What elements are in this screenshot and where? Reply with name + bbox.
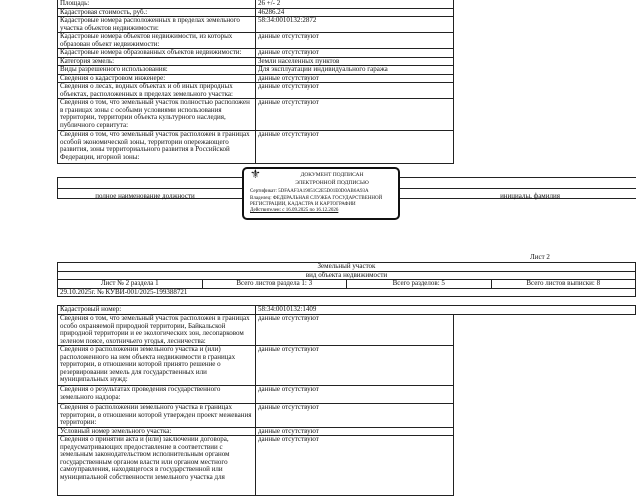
name-label: инициалы, фамилия	[500, 192, 560, 200]
field-value: данные отсутствуют	[256, 427, 454, 436]
table-row	[58, 8, 454, 17]
field-value: данные отсутствуют	[256, 346, 454, 386]
field-value: данные отсутствуют	[256, 131, 454, 164]
cadastral-label: Кадастровый номер:	[58, 306, 256, 315]
sheet1-table	[57, 0, 454, 164]
cadastral-value: 58:34:0010132:1409	[256, 306, 636, 315]
object-type: Земельный участок	[58, 263, 636, 272]
field-label: Сведения о результатах проведения государственного земельного надзора:	[58, 386, 256, 404]
field-value: Земли населенных пунктов	[256, 57, 454, 66]
table-row	[58, 436, 454, 496]
sheet2-table	[57, 314, 454, 496]
info-sheet: Лист № 2 раздела 1	[58, 280, 203, 289]
stamp-title: ДОКУМЕНТ ПОДПИСАН	[300, 172, 364, 178]
field-label: Сведения о том, что земельный участок расположен в границах особой экономической зоны, территории опережающего развития, зоны территориального развития в Российской Федерации, игорной зоны:	[58, 131, 256, 164]
field-label: Сведения о принятии акта и (или) заключении договора, предусматривающих предоставление в соответствии с земельным законодательством исполнительным органом государственным органом власти или органом местного самоуправления, находящегося в государственной или муниципальной собственности земельного участка для	[58, 436, 256, 496]
field-value: Для эксплуатации индивидуального гаража	[256, 66, 454, 75]
field-value: данные отсутствуют	[256, 33, 454, 49]
field-label: Кадастровая стоимость, руб.:	[58, 8, 256, 17]
object-type-caption: вид объекта недвижимости	[58, 271, 636, 280]
field-label: Кадастровые номера расположенных в пределах земельного участка объектов недвижимости:	[58, 17, 256, 33]
table-row	[58, 66, 454, 75]
table-row	[58, 57, 454, 66]
info-sheets-section: Всего листов раздела 1: 3	[202, 280, 347, 289]
position-label: полное наименование должности	[95, 192, 195, 200]
table-row	[58, 427, 454, 436]
table-row	[58, 404, 454, 428]
table-row	[58, 0, 454, 8]
field-label: Сведения о том, что земельный участок расположен в границах особо охраняемой природной территории, Байкальской природной территории и ее экологических зон, лесопарковом зеленом поясе, охотничьего угодья, лесничества:	[58, 315, 256, 346]
sheet2-header	[57, 262, 636, 297]
field-label: Площадь:	[58, 0, 256, 8]
stamp-owner: Владелец: ФЕДЕРАЛЬНАЯ СЛУЖБА ГОСУДАРСТВЕННОЙ	[250, 196, 383, 201]
field-value: 58:34:0010132:2872	[256, 17, 454, 33]
sheet-label: Лист 2	[530, 253, 550, 261]
table-row	[58, 17, 454, 33]
field-value: данные отсутствуют	[256, 99, 454, 131]
field-value: данные отсутствуют	[256, 74, 454, 83]
table-row	[58, 99, 454, 131]
field-label: Сведения о том, что земельный участок полностью расположен в границах зоны с особыми условиями использования территории, территории объекта культурного наследия, публичного сервитута:	[58, 99, 256, 131]
stamp-subtitle: ЭЛЕКТРОННОЙ ПОДПИСЬЮ	[295, 180, 369, 186]
table-row	[58, 131, 454, 164]
field-label: Сведения о лесах, водных объектах и об иных природных объектах, расположенных в пределах земельного участка:	[58, 83, 256, 99]
field-value: данные отсутствуют	[256, 386, 454, 404]
electronic-signature-stamp	[242, 167, 400, 220]
table-row	[58, 386, 454, 404]
field-value: данные отсутствуют	[256, 315, 454, 346]
field-label: Сведения о расположении земельного участка и (или) расположенного на нем объекта недвижимости в границах территории, в отношении которой принято решение о резервировании земель для государственных или муниципальных нужд:	[58, 346, 256, 386]
field-label: Кадастровые номера объектов недвижимости, из которых образован объект недвижимости:	[58, 33, 256, 49]
emblem-icon: ⚜	[250, 167, 261, 181]
stamp-owner-2: РЕГИСТРАЦИИ, КАДАСТРА И КАРТОГРАФИИ	[250, 202, 356, 207]
field-value: данные отсутствуют	[256, 83, 454, 99]
table-row	[58, 83, 454, 99]
field-value: данные отсутствуют	[256, 404, 454, 428]
field-label: Виды разрешенного использования:	[58, 66, 256, 75]
field-label: Сведения о кадастровом инженере:	[58, 74, 256, 83]
info-sections: Всего разделов: 5	[347, 280, 492, 289]
field-label: Условный номер земельного участка:	[58, 427, 256, 436]
table-row	[58, 33, 454, 49]
field-label: Кадастровые номера образованных объектов недвижимости:	[58, 49, 256, 58]
doc-number: 29.10.2025г. № КУВИ-001/2025-199388721	[58, 288, 636, 297]
field-value: данные отсутствуют	[256, 436, 454, 496]
stamp-certificate: Сертификат: 5DFAAF3A19051C2E5D01E0D0AB6A93A	[250, 189, 369, 194]
table-row	[58, 49, 454, 58]
stamp-validity: Действителен: с 16.09.2025 по 16.12.2026	[250, 208, 339, 213]
table-row	[58, 74, 454, 83]
field-value: 26 +/- 2	[256, 0, 454, 8]
field-label: Категория земель:	[58, 57, 256, 66]
field-value: 46286.24	[256, 8, 454, 17]
info-sheets-total: Всего листов выписки: 8	[491, 280, 636, 289]
table-row	[58, 346, 454, 386]
field-label: Сведения о расположении земельного участка в границах территории, в отношении которой утвержден проект межевания территории:	[58, 404, 256, 428]
table-row	[58, 315, 454, 346]
field-value: данные отсутствуют	[256, 49, 454, 58]
